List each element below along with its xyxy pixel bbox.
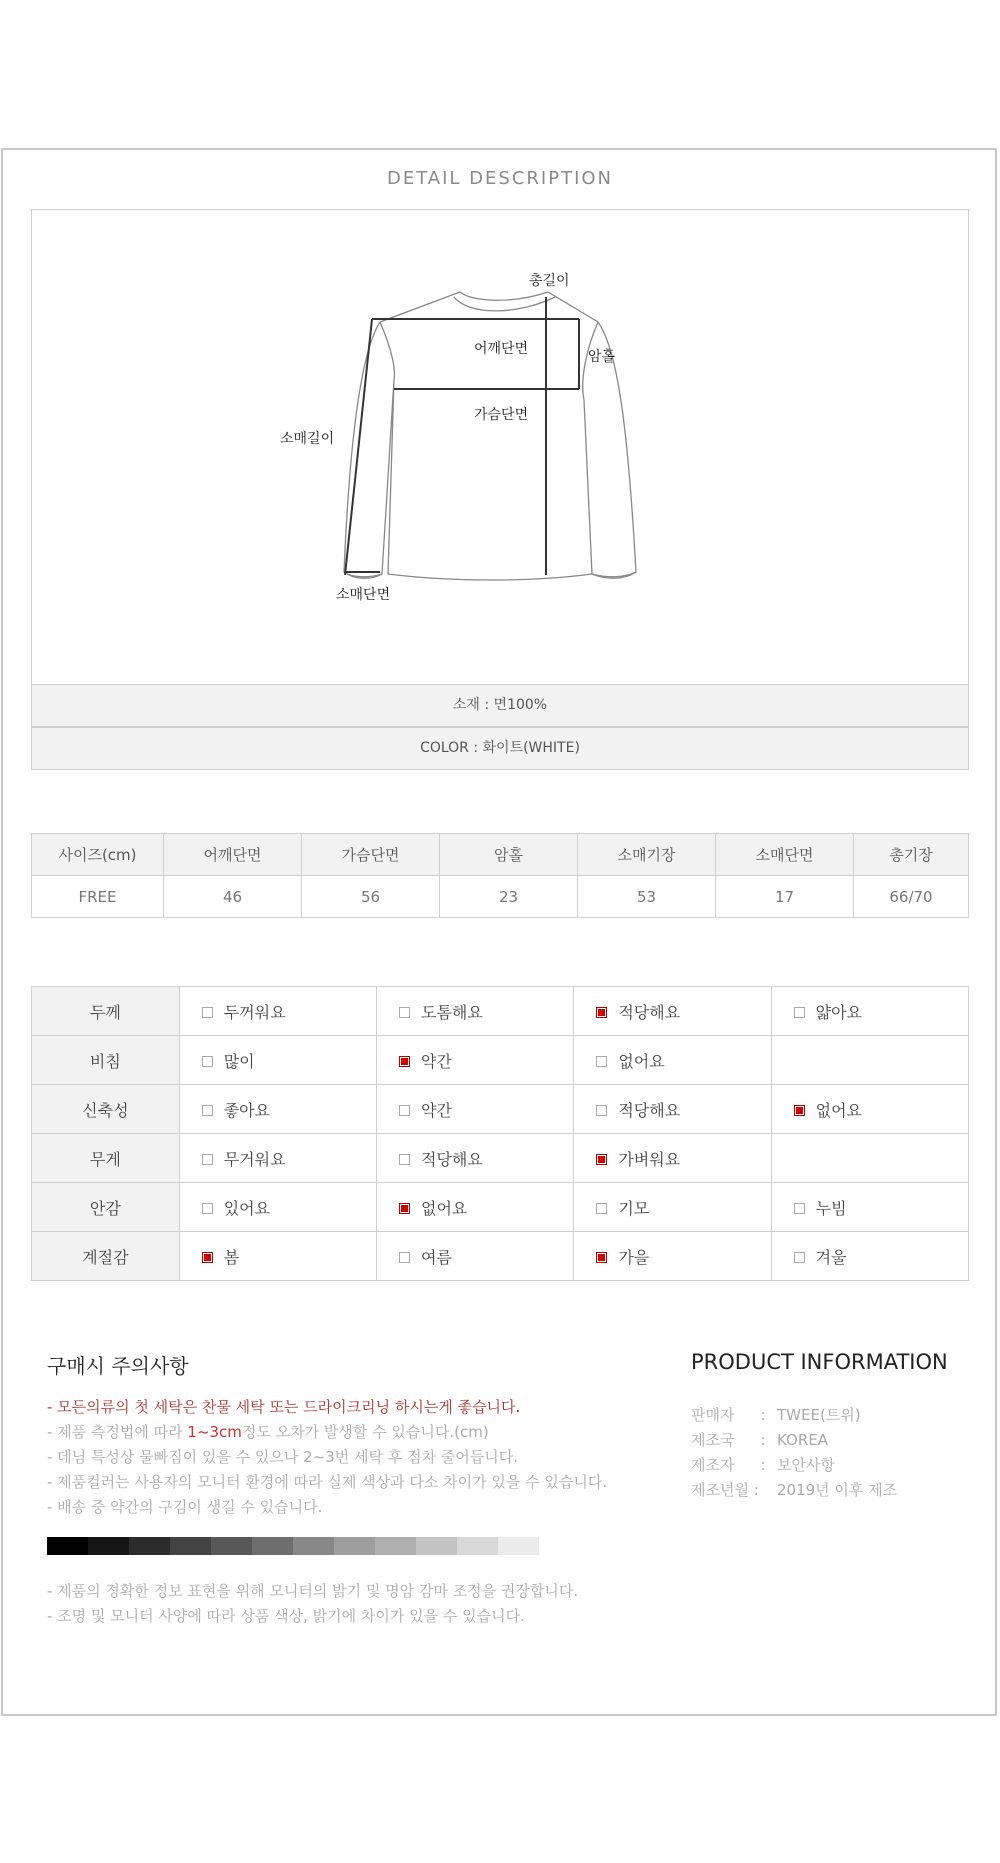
cell: 17 — [716, 876, 854, 918]
checkbox-empty-icon — [202, 1007, 213, 1018]
label-shoulder: 어깨단면 — [474, 341, 529, 357]
garment-diagram — [31, 209, 969, 684]
material-bar: 소재 : 면100% — [31, 684, 969, 727]
option-text: 적당해요 — [618, 1100, 681, 1120]
feature-option — [574, 987, 771, 1036]
checkbox-empty-icon — [399, 1105, 410, 1116]
color-bar: COLOR : 화이트(WHITE) — [31, 727, 969, 770]
feature-option — [771, 1183, 968, 1232]
label-armhole: 암홀 — [588, 349, 616, 365]
gray-swatch — [375, 1537, 416, 1555]
gray-swatch — [252, 1537, 293, 1555]
checkbox-checked-icon — [596, 1007, 607, 1018]
feature-option — [771, 987, 968, 1036]
checkbox-empty-icon — [794, 1007, 805, 1018]
checkbox-empty-icon — [202, 1105, 213, 1116]
checkbox-empty-icon — [399, 1007, 410, 1018]
care-line-5: - 배송 중 약간의 구김이 생길 수 있습니다. — [47, 1498, 323, 1516]
checkbox-empty-icon — [596, 1105, 607, 1116]
product-info-row — [691, 1479, 897, 1500]
feature-option — [377, 1134, 574, 1183]
table-row — [32, 1183, 969, 1232]
feature-option — [377, 1085, 574, 1134]
option-text: 좋아요 — [223, 1100, 271, 1120]
care-line-4: - 제품컬러는 사용자의 모니터 환경에 따라 실제 색상과 다소 차이가 있을 수 있습니다. — [47, 1473, 608, 1491]
option-text: 여름 — [421, 1247, 452, 1267]
header-cell: 소매단면 — [716, 834, 854, 876]
table-row — [32, 1232, 969, 1281]
gray-swatch — [211, 1537, 252, 1555]
product-info-row — [691, 1429, 828, 1450]
feature-option — [179, 1085, 376, 1134]
option-text: 있어요 — [223, 1198, 271, 1218]
option-text: 두꺼워요 — [223, 1002, 286, 1022]
care-line-3: - 데님 특성상 물빠짐이 있을 수 있으나 2~3번 세탁 후 점차 줄어듭니다. — [47, 1448, 519, 1466]
feature-label: 신축성 — [32, 1085, 180, 1134]
info-value: KOREA — [777, 1431, 828, 1449]
option-text: 겨울 — [815, 1247, 847, 1267]
care-line-7: - 조명 및 모니터 사양에 따라 상품 색상, 밝기에 차이가 있을 수 있습니다. — [47, 1607, 525, 1625]
feature-label: 두께 — [32, 987, 180, 1036]
empty-cell — [771, 1036, 968, 1085]
option-text: 누빔 — [815, 1198, 847, 1218]
care-line-1: - 모든의류의 첫 세탁은 찬물 세탁 또는 드라이크리닝 하시는게 좋습니다. — [47, 1398, 521, 1416]
gray-swatch — [457, 1537, 498, 1555]
option-text: 적당해요 — [618, 1002, 681, 1022]
checkbox-empty-icon — [399, 1252, 410, 1263]
option-text: 봄 — [223, 1247, 240, 1267]
empty-cell — [771, 1134, 968, 1183]
cell: 53 — [578, 876, 716, 918]
care-line-2-pre: - 제품 측정법에 따라 — [47, 1423, 188, 1441]
product-info-title: PRODUCT INFORMATION — [691, 1350, 948, 1374]
feature-option — [574, 1036, 771, 1085]
label-total-length: 총길이 — [529, 273, 570, 289]
cell: 56 — [302, 876, 440, 918]
care-line-6: - 제품의 정확한 정보 표현을 위해 모니터의 밝기 및 명암 감마 조정을 권장합니다. — [47, 1582, 579, 1600]
option-text: 없어요 — [618, 1051, 665, 1071]
size-table-header — [32, 834, 969, 876]
feature-option — [179, 1232, 376, 1281]
gray-swatch — [88, 1537, 129, 1555]
checkbox-empty-icon — [202, 1056, 213, 1067]
feature-option — [771, 1232, 968, 1281]
info-key: 제조국 — [691, 1431, 735, 1449]
checkbox-empty-icon — [794, 1203, 805, 1214]
table-row — [32, 987, 969, 1036]
header-cell: 어깨단면 — [164, 834, 302, 876]
gray-swatch — [416, 1537, 457, 1555]
label-sleeve-length: 소매길이 — [280, 431, 335, 447]
sweater-illustration — [32, 210, 968, 684]
header-cell: 사이즈(cm) — [32, 834, 164, 876]
option-text: 약간 — [421, 1051, 452, 1071]
gray-swatch — [129, 1537, 170, 1555]
checkbox-checked-icon — [794, 1105, 805, 1116]
checkbox-empty-icon — [399, 1154, 410, 1165]
option-text: 얇아요 — [815, 1002, 863, 1022]
label-sleeve-width: 소매단면 — [336, 587, 391, 603]
checkbox-checked-icon — [202, 1252, 213, 1263]
option-text: 없어요 — [421, 1198, 468, 1218]
feature-option — [377, 987, 574, 1036]
option-text: 기모 — [618, 1198, 650, 1218]
product-info-row — [691, 1454, 835, 1475]
feature-option — [179, 1134, 376, 1183]
feature-option — [179, 987, 376, 1036]
care-title: 구매시 주의사항 — [47, 1354, 189, 1378]
option-text: 가벼워요 — [618, 1149, 681, 1169]
checkbox-empty-icon — [596, 1056, 607, 1067]
option-text: 도톰해요 — [421, 1002, 483, 1022]
feature-option — [179, 1036, 376, 1085]
info-value: TWEE(트위) — [777, 1406, 861, 1424]
feature-label: 무게 — [32, 1134, 180, 1183]
checkbox-checked-icon — [596, 1252, 607, 1263]
feature-label: 비침 — [32, 1036, 180, 1085]
care-line-2 — [47, 1421, 489, 1442]
cell: FREE — [32, 876, 164, 918]
feature-option — [574, 1134, 771, 1183]
gray-swatch — [47, 1537, 88, 1555]
info-separator: : — [760, 1406, 766, 1424]
cell: 46 — [164, 876, 302, 918]
table-row — [32, 1085, 969, 1134]
feature-option — [574, 1232, 771, 1281]
header-cell: 암홀 — [440, 834, 578, 876]
checkbox-checked-icon — [596, 1154, 607, 1165]
feature-option — [377, 1183, 574, 1232]
gray-swatch — [293, 1537, 334, 1555]
grayscale-bar — [47, 1537, 539, 1555]
label-chest: 가슴단면 — [474, 407, 529, 423]
checkbox-empty-icon — [794, 1252, 805, 1263]
gray-swatch — [334, 1537, 375, 1555]
feature-option — [574, 1085, 771, 1134]
header-cell: 소매기장 — [578, 834, 716, 876]
checkbox-checked-icon — [399, 1056, 410, 1067]
feature-label: 안감 — [32, 1183, 180, 1232]
feature-table — [31, 986, 969, 1281]
checkbox-empty-icon — [202, 1203, 213, 1214]
cell: 66/70 — [854, 876, 969, 918]
info-key: 제조자 — [691, 1456, 735, 1474]
info-separator: : — [760, 1456, 766, 1474]
info-value: 보안사항 — [777, 1456, 835, 1474]
feature-option — [377, 1232, 574, 1281]
checkbox-empty-icon — [202, 1154, 213, 1165]
header-cell: 총기장 — [854, 834, 969, 876]
header-cell: 가슴단면 — [302, 834, 440, 876]
gray-swatch — [170, 1537, 211, 1555]
feature-option — [377, 1036, 574, 1085]
feature-option — [179, 1183, 376, 1232]
info-key: 판매자 — [691, 1406, 735, 1424]
option-text: 약간 — [421, 1100, 452, 1120]
gray-swatch — [498, 1537, 539, 1555]
option-text: 없어요 — [815, 1100, 863, 1120]
feature-option — [771, 1085, 968, 1134]
table-row — [32, 1036, 969, 1085]
option-text: 가을 — [618, 1247, 650, 1267]
info-value: 2019년 이후 제조 — [777, 1481, 898, 1499]
table-row — [32, 1134, 969, 1183]
checkbox-checked-icon — [399, 1203, 410, 1214]
option-text: 많이 — [223, 1051, 255, 1071]
table-row — [32, 876, 969, 918]
care-line-2-post: 정도 오차가 발생할 수 있습니다.(cm) — [241, 1423, 489, 1441]
feature-label: 계절감 — [32, 1232, 180, 1281]
product-info-row — [691, 1404, 861, 1425]
option-text: 무거워요 — [223, 1149, 286, 1169]
info-separator: : — [760, 1431, 766, 1449]
option-text: 적당해요 — [421, 1149, 483, 1169]
detail-title: DETAIL DESCRIPTION — [386, 168, 614, 189]
feature-option — [574, 1183, 771, 1232]
care-line-2-highlight: 1~3cm — [187, 1423, 242, 1441]
checkbox-empty-icon — [596, 1203, 607, 1214]
cell: 23 — [440, 876, 578, 918]
size-table — [31, 833, 969, 918]
info-key: 제조년월 : — [691, 1481, 759, 1499]
